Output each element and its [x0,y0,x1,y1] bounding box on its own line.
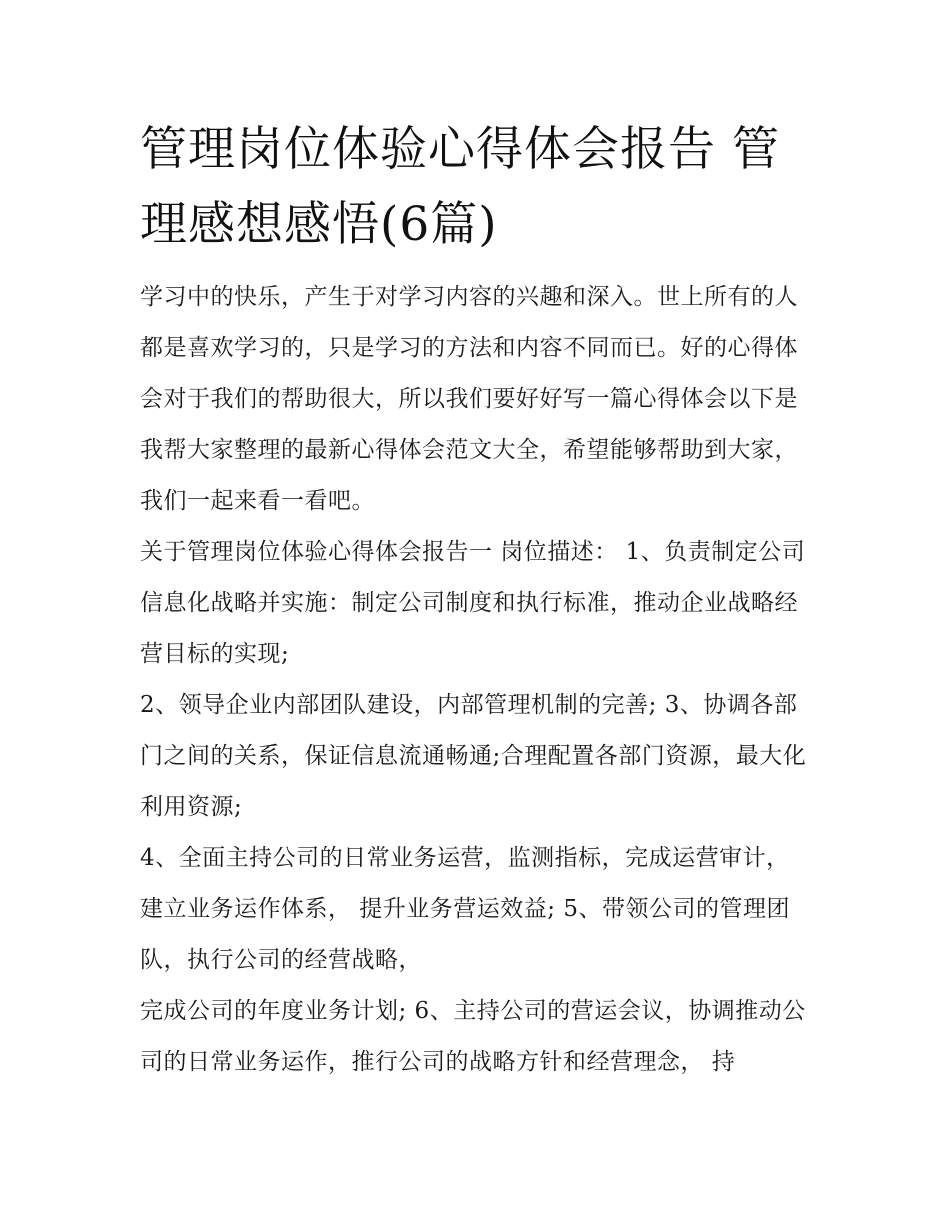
document-title: 管理岗位体验心得体会报告 管理感想感悟(6篇) [140,122,780,252]
paragraph-job-description: 关于管理岗位体验心得体会报告一 岗位描述： 1、负责制定公司信息化战略并实施：制定公司制度和执行标准，推动企业战略经营目标的实现; [140,539,806,667]
paragraph-duties-4-5: 4、全面主持公司的日常业务运营，监测指标，完成运营审计， 建立业务运作体系， 提升业务营运效益; 5、带领公司的管理团队，执行公司的经营战略， [140,845,791,973]
document-body [140,112,815,1088]
paragraph-intro: 学习中的快乐，产生于对学习内容的兴趣和深入。世上所有的人都是喜欢学习的，只是学习的方法和内容不同而已。好的心得体会对于我们的帮助很大，所以我们要好好写一篇心得体会以下是我帮大家整理的最新心得体会范文大全，希望能够帮助到大家，我们一起来看一看吧。 [140,284,798,514]
paragraph-duties-6: 完成公司的年度业务计划; 6、主持公司的营运会议，协调推动公司的日常业务运作，推行公司的战略方针和经营理念， 持 [140,998,806,1075]
paragraph-duties-2-3: 2、领导企业内部团队建设，内部管理机制的完善; 3、协调各部门之间的关系，保证信息流通畅通;合理配置各部门资源，最大化利用资源; [140,692,807,820]
